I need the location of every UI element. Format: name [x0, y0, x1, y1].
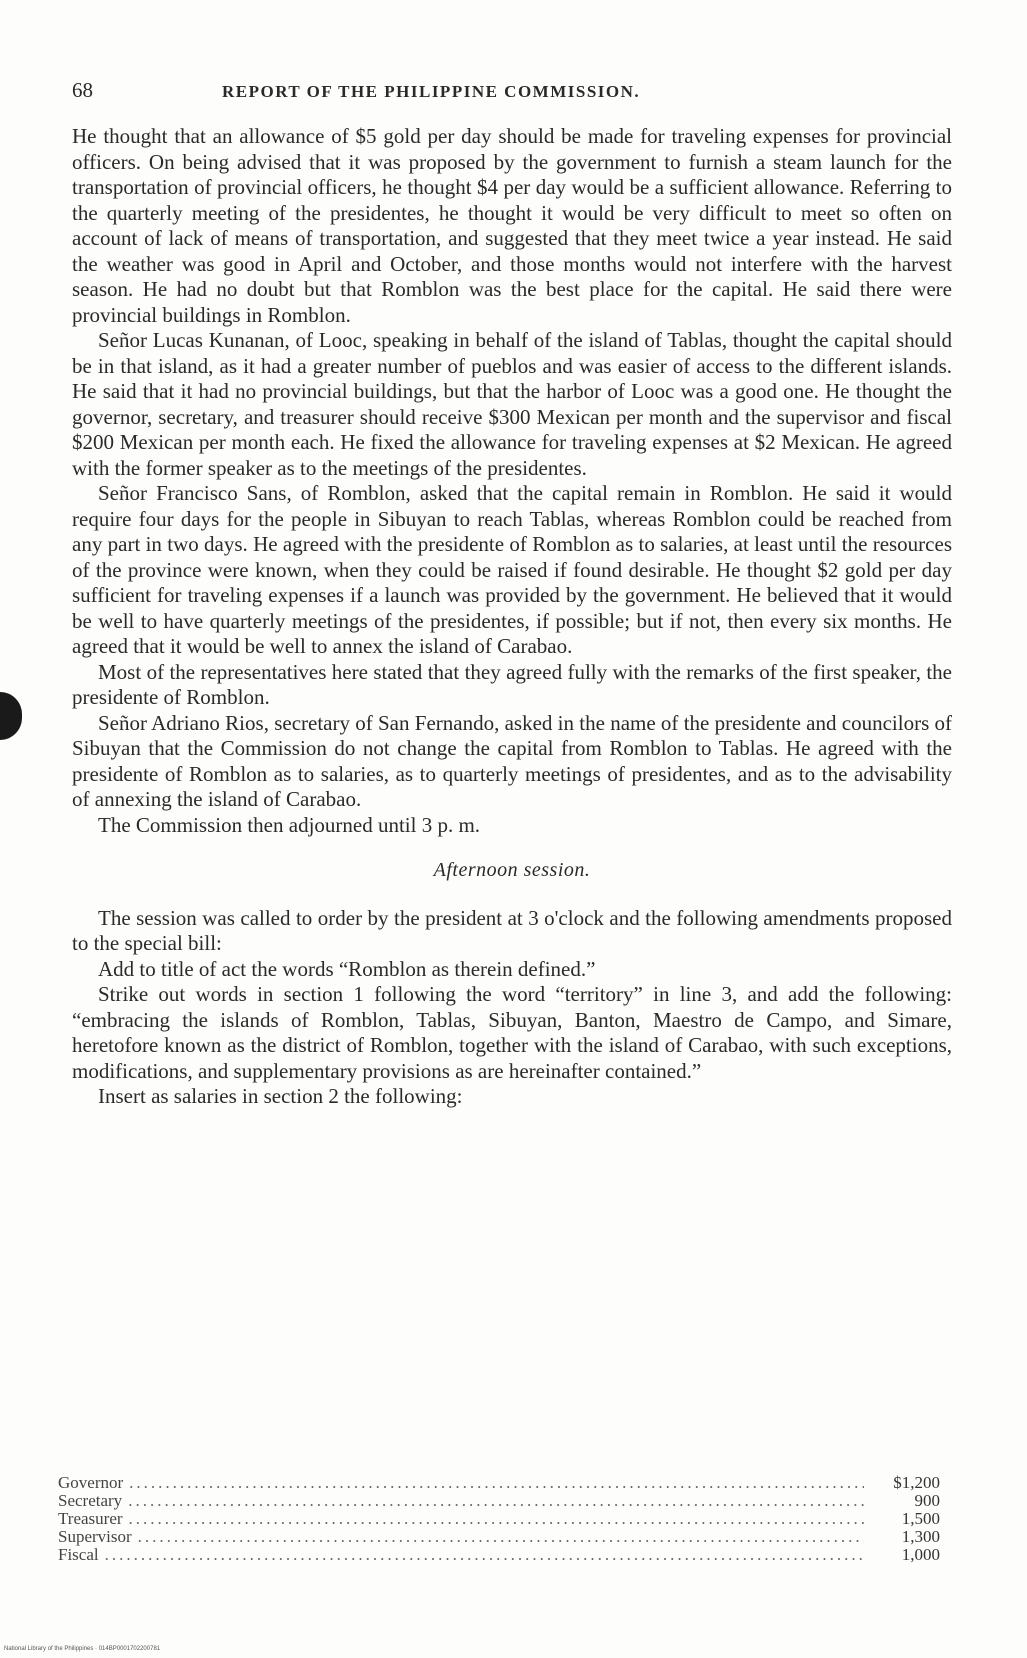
salary-label: Secretary — [58, 1491, 123, 1510]
page-number: 68 — [72, 78, 93, 102]
leader-dots — [105, 1546, 864, 1564]
salary-row — [58, 1510, 940, 1528]
salary-label: Supervisor — [58, 1527, 132, 1546]
salary-amount: 1,000 — [901, 1545, 940, 1564]
salary-row — [58, 1492, 940, 1510]
paragraph: Most of the representatives here stated that they agreed fully with the remarks of the first speaker, the presidente of Romblon. — [72, 659, 952, 709]
session-heading: Afternoon session. — [433, 859, 591, 881]
salary-label: Treasurer — [58, 1509, 123, 1528]
leader-dots — [129, 1510, 864, 1528]
page-header — [72, 78, 792, 103]
leader-dots — [129, 1474, 864, 1492]
leader-dots — [138, 1528, 864, 1546]
salary-table — [58, 1474, 940, 1564]
scan-artifact — [0, 692, 22, 740]
paragraph: The session was called to order by the president at 3 o'clock and the following amendments proposed to the special bill: — [72, 905, 952, 955]
salary-amount: 1,500 — [901, 1509, 940, 1528]
salary-label: Fiscal — [58, 1545, 99, 1564]
paragraph: He thought that an allowance of $5 gold per day should be made for traveling expenses for provincial officers. On being advised that it was proposed by the government to furnish a steam launch for the transportation of provincial officers, he thought $4 per day would be a sufficient allowance. Referring to the quarterly meeting of the presidentes, he thought it would be very difficult to meet so often on account of lack of means of transportation, and suggested that they meet twice a year instead. He said the weather was good in April and October, and those months would not interfere with the harvest season. He had no doubt but that Romblon was the best place for the capital. He said there were provincial buildings in Romblon. — [72, 124, 952, 327]
leader-dots — [128, 1492, 864, 1510]
salary-row — [58, 1528, 940, 1546]
body-text — [72, 124, 952, 1110]
paragraph: Señor Adriano Rios, secretary of San Fernando, asked in the name of the presidente and councilors of Sibuyan that the Commission do not change the capital from Romblon to Tablas. He agreed with the presidente of Romblon as to salaries, as to quarterly meetings of presidentes, and as to the advisability of annexing the island of Carabao. — [72, 710, 952, 811]
paragraph: Strike out words in section 1 following the word “territory” in line 3, and add the following: “embracing the islands of Romblon, Tablas, Sibuyan, Banton, Maestro de Campo, and Simare, heretofore known as the district of Romblon, together with the island of Carabao, with such exceptions, modifications, and supplementary provisions as are hereinafter contained.” — [72, 982, 952, 1083]
library-footer: National Library of the Philippines · 014BP0001702200781 — [4, 1646, 161, 1652]
salary-row — [58, 1474, 940, 1492]
paragraph: Add to title of act the words “Romblon as therein defined.” — [98, 956, 596, 981]
salary-label: Governor — [58, 1473, 124, 1492]
paragraph: Señor Lucas Kunanan, of Looc, speaking in behalf of the island of Tablas, thought the capital should be in that island, as it had a greater number of pueblos and was easier of access to the different islands. He said that it had no provincial buildings, but that the harbor of Looc was a good one. He thought the governor, secretary, and treasurer should receive $300 Mexican per month and the supervisor and fiscal $200 Mexican per month each. He fixed the allowance for traveling expenses at $2 Mexican. He agreed with the former speaker as to the meetings of the presidentes. — [72, 328, 952, 480]
running-title: REPORT OF THE PHILIPPINE COMMISSION. — [222, 82, 641, 101]
paragraph: Señor Francisco Sans, of Romblon, asked that the capital remain in Romblon. He said it would require four days for the people in Sibuyan to reach Tablas, whereas Romblon could be reached from any part in two days. He agreed with the presidente of Romblon as to salaries, at least until the resources of the province were known, when they could be raised if found desirable. He thought $2 gold per day sufficient for traveling expenses if a launch was provided by the government. He believed that it would be well to have quarterly meetings of the presidentes, if possible; but if not, then every six months. He agreed that it would be well to annex the island of Carabao. — [72, 481, 952, 658]
salary-amount: $1,200 — [893, 1473, 940, 1492]
salary-amount: 1,300 — [901, 1527, 940, 1546]
paragraph: The Commission then adjourned until 3 p. m. — [98, 812, 481, 837]
paragraph: Insert as salaries in section 2 the following: — [98, 1084, 463, 1108]
salary-row — [58, 1546, 940, 1564]
salary-amount: 900 — [914, 1491, 940, 1510]
